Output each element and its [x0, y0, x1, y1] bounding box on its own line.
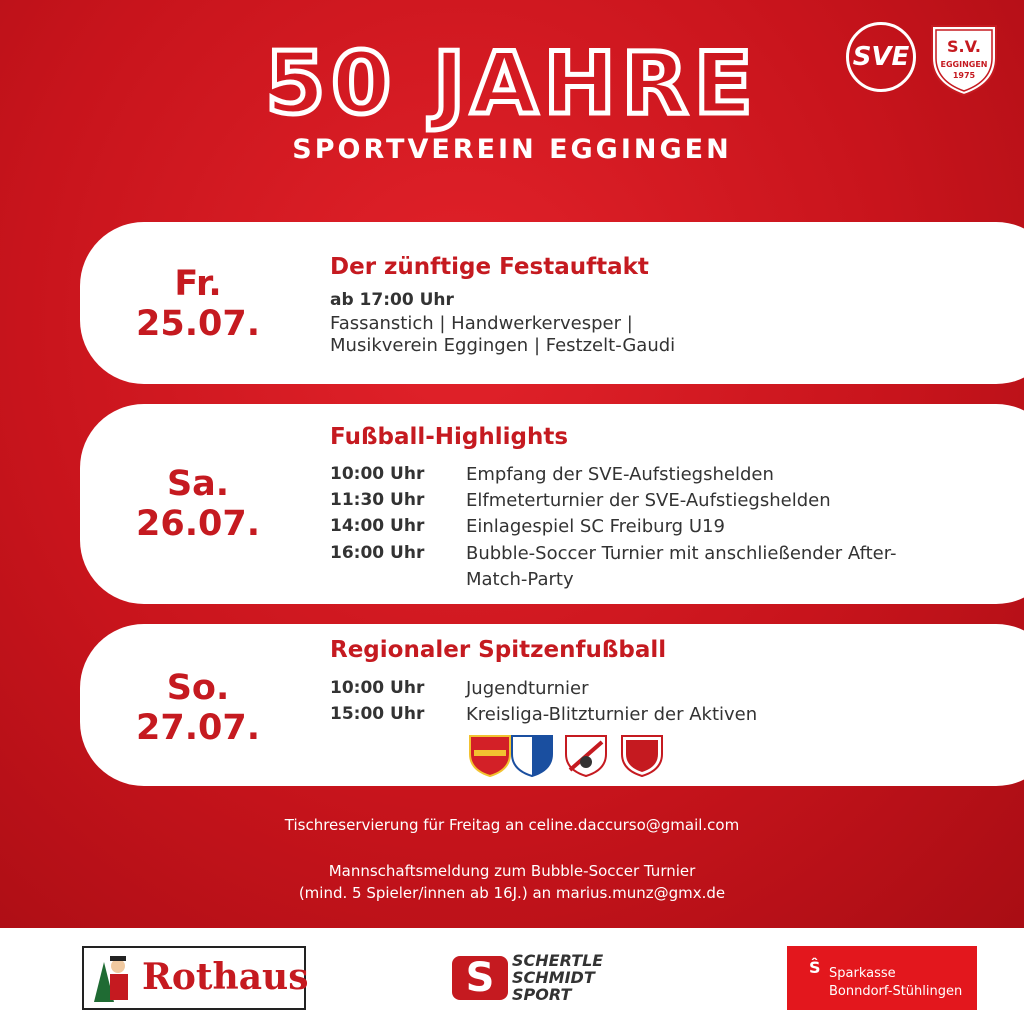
sparkasse-logo: [787, 946, 977, 1010]
weekday: So.: [166, 668, 230, 708]
sve-logo-icon: [846, 22, 916, 92]
page-subtitle: SPORTVEREIN EGGINGEN: [292, 134, 732, 165]
event-text: Bubble-Soccer Turnier mit anschließender After-: [466, 543, 897, 564]
event-text: Kreisliga-Blitzturnier der Aktiven: [466, 704, 758, 725]
event-time: 11:30 Uhr: [330, 490, 425, 510]
crest-subtitle: EGGINGEN: [940, 60, 988, 69]
event-text: Empfang der SVE-Aufstiegshelden: [466, 464, 774, 485]
weekday: Fr.: [174, 264, 222, 304]
sparkasse-name: Sparkasse: [829, 966, 896, 981]
event-text-continued: Match-Party: [466, 569, 574, 590]
club-crest-3-icon: [562, 734, 610, 778]
weekday: Sa.: [166, 464, 230, 504]
event-heading: Regionaler Spitzenfußball: [330, 637, 667, 663]
day-label-saturday: [84, 464, 312, 544]
event-time: ab 17:00 Uhr: [330, 290, 454, 310]
event-text: Einlagespiel SC Freiburg U19: [466, 516, 725, 537]
event-text: Elfmeterturnier der SVE-Aufstiegshelden: [466, 490, 831, 511]
crest-year: 1975: [952, 71, 976, 80]
crest-title: S.V.: [947, 37, 981, 56]
date: 27.07.: [135, 708, 260, 748]
date: 26.07.: [135, 504, 260, 544]
event-line: Musikverein Eggingen | Festzelt-Gaudi: [330, 335, 676, 356]
schertle-schmidt-sport-wordmark: SCHERTLE SCHMIDT SPORT: [512, 951, 604, 1004]
event-heading: Der zünftige Festauftakt: [330, 254, 649, 280]
sparkasse-region: Bonndorf-Stühlingen: [829, 984, 963, 999]
bubble-soccer-info-1: Mannschaftsmeldung zum Bubble-Soccer Turnier: [328, 862, 696, 880]
event-time: 10:00 Uhr: [330, 464, 425, 484]
sparkasse-s-icon: Ŝ: [809, 958, 821, 977]
event-line: Fassanstich | Handwerkervesper |: [330, 313, 633, 334]
event-time: 10:00 Uhr: [330, 678, 425, 698]
day-label-friday: [84, 264, 312, 344]
sve-logo-text: SVE: [852, 42, 910, 72]
sv-eggingen-crest-icon: [928, 22, 1000, 98]
event-time: 16:00 Uhr: [330, 543, 425, 563]
day-label-sunday: [84, 668, 312, 748]
schertle-s-logo-icon: S: [452, 956, 508, 1000]
rothaus-logo: [82, 946, 309, 1010]
club-crest-svm-icon: [508, 734, 556, 778]
event-heading: Fußball-Highlights: [330, 424, 569, 450]
rothaus-figure-icon: [86, 952, 138, 1004]
event-time: 14:00 Uhr: [330, 516, 425, 536]
event-time: 15:00 Uhr: [330, 704, 425, 724]
club-crest-sv-eggingen-icon: [618, 734, 666, 778]
rothaus-wordmark: Rothaus: [142, 956, 309, 998]
title-number: 50: [265, 34, 398, 134]
event-text: Jugendturnier: [466, 678, 589, 699]
title-word: JAHRE: [433, 34, 759, 134]
reservation-info: Tischreservierung für Freitag an celine.daccurso@gmail.com: [284, 816, 740, 834]
date: 25.07.: [135, 304, 260, 344]
club-crest-1-icon: [466, 734, 514, 778]
bubble-soccer-info-2: (mind. 5 Spieler/innen ab 16J.) an marius.munz@gmx.de: [298, 884, 726, 902]
